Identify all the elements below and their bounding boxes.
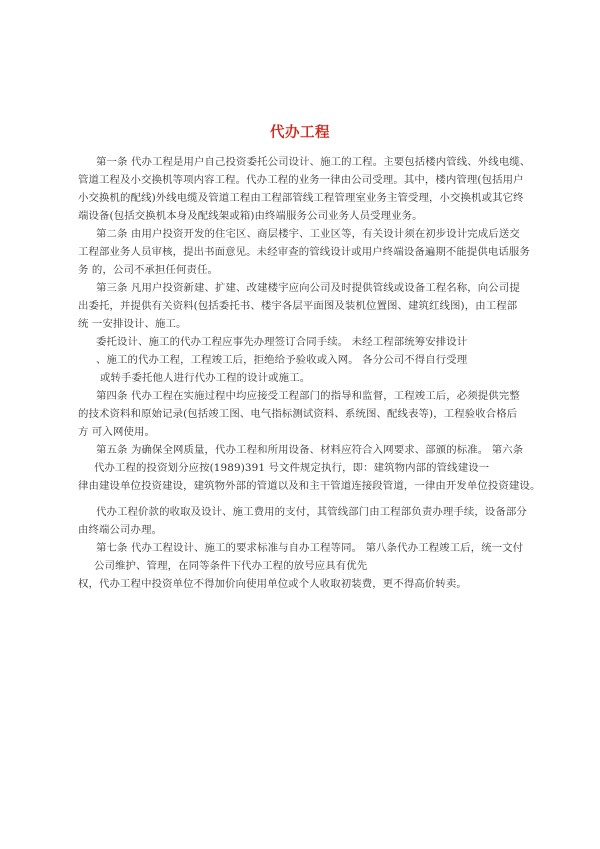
paragraph-line: 第四条 代办工程在实施过程中均应接受工程部门的指导和监督，工程竣工后，必须提供完整: [96, 390, 520, 402]
paragraph-line: 委托设计、施工的代办工程应事先办理签订合同手续。 未经工程部统筹安排设计: [96, 336, 468, 348]
document-body: [78, 153, 548, 593]
paragraph-line: 工程部业务人员审核，提出书面意见。未经审查的管线设计或用户终端设备遍期不能提供电话服务: [78, 246, 530, 258]
paragraph-line: 小交换机的配线)外线电缆及管道工程由工程部管线工程管理室业务主管受理，小交换机或其它终: [78, 192, 524, 204]
paragraph-line: 第一条 代办工程是用户自己投资委托公司设计、施工的工程。主要包括楼内管线、外线电缆、: [96, 156, 531, 168]
paragraph-line: 由终端公司办理。: [78, 524, 163, 536]
paragraph-line: 第二条 由用户投资开发的住宅区、商层楼宇、工业区等，有关设计须在初步设计完成后送交: [96, 228, 520, 240]
paragraph-line: 第三条 凡用户投资新建、扩建、改建楼宇应向公司及时提供管线或设备工程名称，向公司提: [96, 282, 520, 294]
paragraph-line: 律由建设单位投资建设，建筑物外部的管道以及和主干管道连接段管道，一律由开发单位投资建设。: [78, 480, 541, 492]
paragraph-line: 代办工程的投资划分应按(1989)391 号文件规定执行，即：建筑物内部的管线建设一: [94, 462, 490, 474]
paragraph-line: 第七条 代办工程设计、施工的要求标准与自办工程等同。 第八条代办工程竣工后，统一文付: [96, 542, 524, 554]
paragraph-line: 方 可入网使用。: [78, 426, 155, 438]
paragraph-line: 出委托，并提供有关资料(包括委托书、楼宇各层平面图及装机位置图、建筑红线图)，由工程部: [78, 300, 518, 312]
paragraph-line: 代办工程价款的收取及设计、施工费用的支付，其管线部门由工程部负责办理手续，设备部分: [96, 506, 527, 518]
paragraph-line: 端设备(包括交换机本身及配线架或箱)由终端服务公司业务人员受理业务。: [78, 210, 423, 222]
paragraph-line: 权，代办工程中投资单位不得加价向使用单位或个人收取初装费，更不得高价转卖。: [78, 578, 467, 590]
paragraph-line: 第五条 为确保全网质量，代办工程和所用设备、材料应符合入网要求、部颁的标准。 第六条: [96, 444, 524, 456]
paragraph-line: 的技术资料和原始记录(包括竣工图、电气指标测试资料、系统图、配线表等)，工程验收合格后: [78, 408, 518, 420]
paragraph-line: 或转手委托他人进行代办工程的设计或施工。: [100, 372, 311, 384]
paragraph-line: 、施工的代办工程，工程竣工后，拒绝给予验收或入网。 各分公司不得自行受理: [96, 354, 468, 366]
paragraph-line: 统 一安排设计、施工。: [78, 318, 187, 330]
paragraph-line: 管道工程及小交换机等项内容工程。代办工程的业务一律由公司受理。其中，楼内管理(包括用户: [78, 174, 524, 186]
document-title: 代办工程: [270, 125, 330, 141]
paragraph-gap: [78, 495, 548, 503]
paragraph-line: 务 的，公司不承担任何责任。: [78, 264, 219, 276]
paragraph-line: 公司维护、管理，在同等条件下代办工程的放号应具有优先: [94, 560, 368, 572]
